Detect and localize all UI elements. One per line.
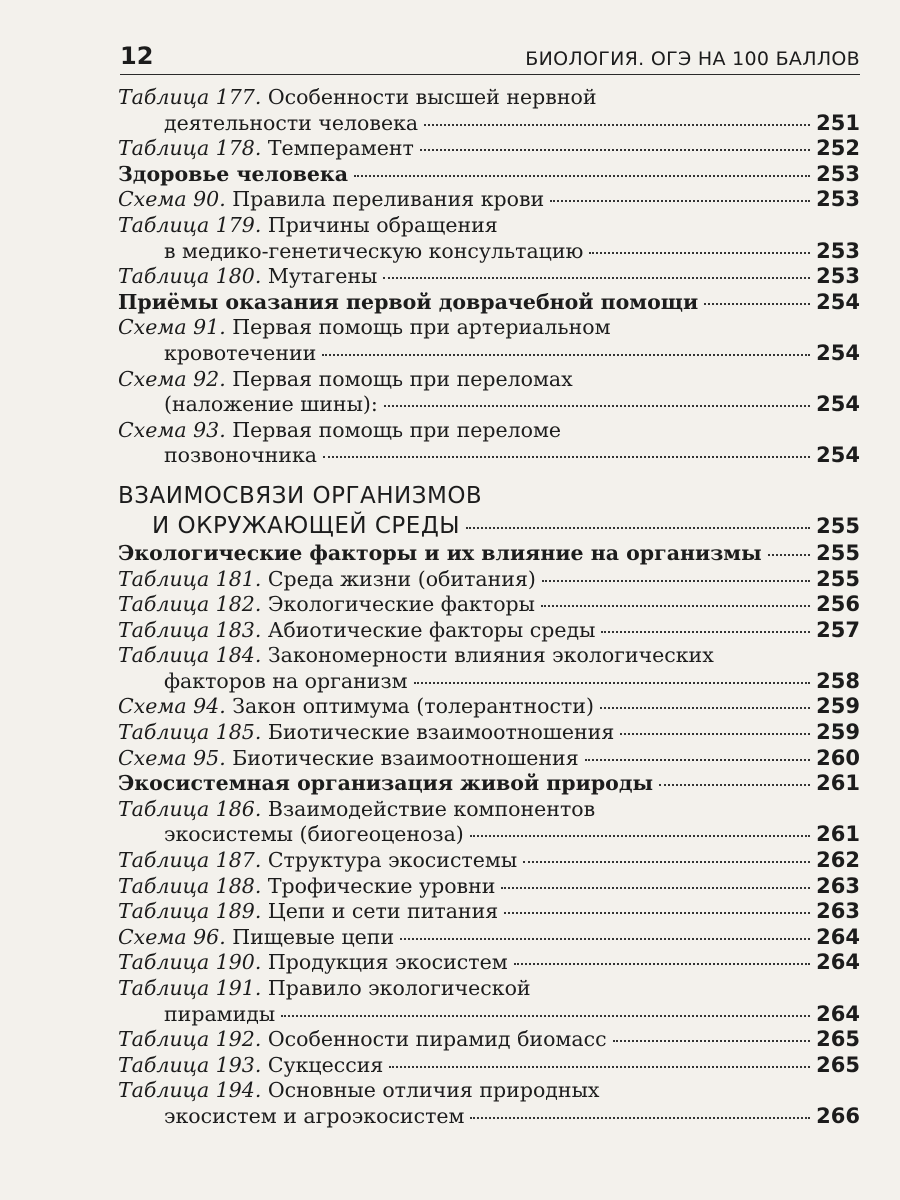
entry-label: Схема 93. [118, 417, 226, 442]
toc-subsection [118, 541, 860, 567]
entry-label: Таблица 181. [118, 566, 262, 591]
page-header [120, 30, 860, 75]
entry-title-cont: пирамиды [164, 1001, 276, 1026]
entry-page: 259 [816, 720, 860, 745]
entry-title: Среда жизни (обитания) [261, 566, 536, 591]
entry-page: 264 [816, 1001, 860, 1026]
entry-page: 254 [816, 443, 860, 468]
leader-dots [550, 200, 810, 202]
entry-title: Взаимодействие компонентов [261, 796, 596, 821]
section-page: 255 [816, 513, 860, 538]
entry-label: Таблица 177. [118, 85, 262, 109]
entry-title-cont: факторов на организм [164, 668, 408, 693]
leader-dots [420, 149, 810, 151]
entry-page: 253 [816, 238, 860, 263]
entry-page: 260 [816, 745, 860, 770]
entry-page: 251 [816, 110, 860, 135]
entry-title: Темперамент [261, 136, 414, 161]
entry-page: 253 [816, 161, 860, 186]
leader-dots [541, 605, 810, 607]
toc-subsection [118, 771, 860, 797]
entry-page: 259 [816, 694, 860, 719]
entry-title: Особенности пирамид биомасс [261, 1027, 607, 1052]
entry-title-cont: в медико-генетическую консультацию [164, 238, 584, 263]
entry-title: Биотические взаимоотношения [225, 745, 579, 770]
entry-title: Структура экосистемы [261, 848, 518, 873]
leader-dots [501, 887, 810, 889]
entry-page: 261 [816, 771, 860, 796]
leader-dots [542, 580, 810, 582]
subsection-title: Экологические факторы и их влияние на организмы [118, 540, 762, 565]
toc-entry [118, 950, 860, 976]
entry-title: Пищевые цепи [225, 924, 395, 949]
entry-title: Закономерности влияния экологических [261, 643, 714, 668]
leader-dots [281, 1015, 810, 1017]
entry-page: 265 [816, 1052, 860, 1077]
toc-entry [118, 1027, 860, 1053]
toc-entry [118, 85, 860, 136]
toc-entry [118, 418, 860, 469]
subsection-title: Приёмы оказания первой доврачебной помощи [118, 289, 699, 314]
toc-subsection [118, 290, 860, 316]
entry-label: Таблица 179. [118, 212, 262, 237]
entry-label: Схема 96. [118, 924, 226, 949]
entry-label: Таблица 188. [118, 873, 262, 898]
subsection-title: Здоровье человека [118, 161, 349, 186]
entry-title-cont: (наложение шины): [164, 392, 378, 417]
entry-title-cont: экосистем и агроэкосистем [164, 1103, 465, 1128]
entry-page: 261 [816, 822, 860, 847]
entry-page: 262 [816, 848, 860, 873]
toc-entry [118, 797, 860, 848]
entry-label: Таблица 190. [118, 950, 262, 975]
section-title: ВЗАИМОСВЯЗИ ОРГАНИЗМОВ [118, 482, 483, 509]
entry-page: 256 [816, 592, 860, 617]
entry-label: Схема 94. [118, 694, 226, 719]
entry-title: Правила переливания крови [225, 187, 545, 212]
entry-title: Сукцессия [261, 1052, 384, 1077]
entry-page: 264 [816, 950, 860, 975]
toc-entry [118, 899, 860, 925]
entry-label: Схема 92. [118, 366, 226, 391]
toc-entry [118, 746, 860, 772]
entry-title: Особенности высшей нервной [261, 85, 597, 109]
toc-entry [118, 1078, 860, 1129]
leader-dots [470, 835, 810, 837]
leader-dots [601, 631, 810, 633]
entry-label: Таблица 183. [118, 617, 262, 642]
entry-label: Таблица 192. [118, 1027, 262, 1052]
entry-title: Основные отличия природных [261, 1078, 600, 1103]
entry-label: Таблица 180. [118, 264, 262, 289]
entry-title: Первая помощь при переломах [225, 366, 573, 391]
entry-page: 263 [816, 873, 860, 898]
toc-entry [118, 720, 860, 746]
toc-entry [118, 1053, 860, 1079]
entry-title: Причины обращения [261, 212, 498, 237]
leader-dots [585, 759, 811, 761]
entry-label: Схема 95. [118, 745, 226, 770]
entry-title: Продукция экосистем [261, 950, 508, 975]
entry-label: Таблица 194. [118, 1078, 262, 1103]
leader-dots [704, 303, 810, 305]
toc-entry [118, 694, 860, 720]
leader-dots [322, 354, 810, 356]
running-title: БИОЛОГИЯ. ОГЭ НА 100 БАЛЛОВ [525, 48, 860, 70]
leader-dots [383, 277, 810, 279]
table-of-contents [118, 85, 860, 1130]
entry-title: Абиотические факторы среды [261, 617, 596, 642]
leader-dots [354, 175, 810, 177]
leader-dots [384, 405, 810, 407]
toc-entry [118, 264, 860, 290]
entry-page: 254 [816, 289, 860, 314]
entry-page: 253 [816, 187, 860, 212]
entry-title: Трофические уровни [261, 873, 496, 898]
entry-label: Таблица 191. [118, 976, 262, 1000]
entry-page: 264 [816, 924, 860, 949]
entry-page: 263 [816, 899, 860, 924]
entry-page: 255 [816, 566, 860, 591]
entry-page: 255 [816, 540, 860, 565]
entry-title: Правило экологической [261, 976, 531, 1000]
entry-label: Таблица 182. [118, 592, 262, 617]
entry-label: Таблица 193. [118, 1052, 262, 1077]
toc-section [118, 481, 860, 541]
entry-page: 254 [816, 392, 860, 417]
entry-title-cont: кровотечении [164, 340, 317, 365]
toc-entry [118, 213, 860, 264]
leader-dots [466, 527, 810, 529]
entry-label: Таблица 184. [118, 643, 262, 668]
leader-dots [504, 912, 810, 914]
entry-title-cont: позвоночника [164, 443, 317, 468]
toc-entry [118, 592, 860, 618]
toc-entry [118, 976, 860, 1027]
leader-dots [659, 784, 810, 786]
leader-dots [613, 1040, 811, 1042]
leader-dots [600, 707, 810, 709]
entry-page: 265 [816, 1027, 860, 1052]
leader-dots [323, 456, 810, 458]
toc-entry [118, 315, 860, 366]
leader-dots [589, 252, 810, 254]
entry-page: 258 [816, 668, 860, 693]
entry-page: 252 [816, 136, 860, 161]
toc-entry [118, 618, 860, 644]
toc-entry [118, 848, 860, 874]
entry-label: Таблица 185. [118, 720, 262, 745]
leader-dots [523, 861, 810, 863]
entry-label: Таблица 189. [118, 899, 262, 924]
entry-title-cont: деятельности человека [164, 110, 419, 135]
toc-entry [118, 367, 860, 418]
entry-label: Таблица 186. [118, 796, 262, 821]
leader-dots [400, 938, 810, 940]
entry-title: Цепи и сети питания [261, 899, 499, 924]
leader-dots [620, 733, 810, 735]
leader-dots [768, 554, 811, 556]
entry-label: Таблица 178. [118, 136, 262, 161]
toc-entry [118, 643, 860, 694]
entry-title-cont: экосистемы (биогеоценоза) [164, 822, 464, 847]
toc-entry [118, 567, 860, 593]
entry-title: Закон оптимума (толерантности) [225, 694, 594, 719]
entry-title: Экологические факторы [261, 592, 535, 617]
entry-page: 257 [816, 617, 860, 642]
entry-page: 253 [816, 264, 860, 289]
entry-title: Биотические взаимоотношения [261, 720, 615, 745]
page-number: 12 [120, 42, 154, 70]
entry-label: Схема 91. [118, 315, 226, 340]
entry-label: Таблица 187. [118, 848, 262, 873]
toc-entry [118, 874, 860, 900]
toc-entry [118, 136, 860, 162]
leader-dots [424, 124, 810, 126]
leader-dots [470, 1117, 810, 1119]
entry-page: 266 [816, 1103, 860, 1128]
section-title-cont: И ОКРУЖАЮЩЕЙ СРЕДЫ [152, 512, 461, 539]
leader-dots [514, 963, 810, 965]
leader-dots [414, 682, 811, 684]
entry-label: Схема 90. [118, 187, 226, 212]
subsection-title: Экосистемная организация живой природы [118, 771, 654, 796]
toc-entry [118, 925, 860, 951]
leader-dots [389, 1066, 810, 1068]
entry-page: 254 [816, 340, 860, 365]
toc-subsection [118, 162, 860, 188]
entry-title: Первая помощь при переломе [225, 417, 562, 442]
entry-title: Мутагены [261, 264, 378, 289]
entry-title: Первая помощь при артериальном [225, 315, 611, 340]
toc-entry [118, 187, 860, 213]
